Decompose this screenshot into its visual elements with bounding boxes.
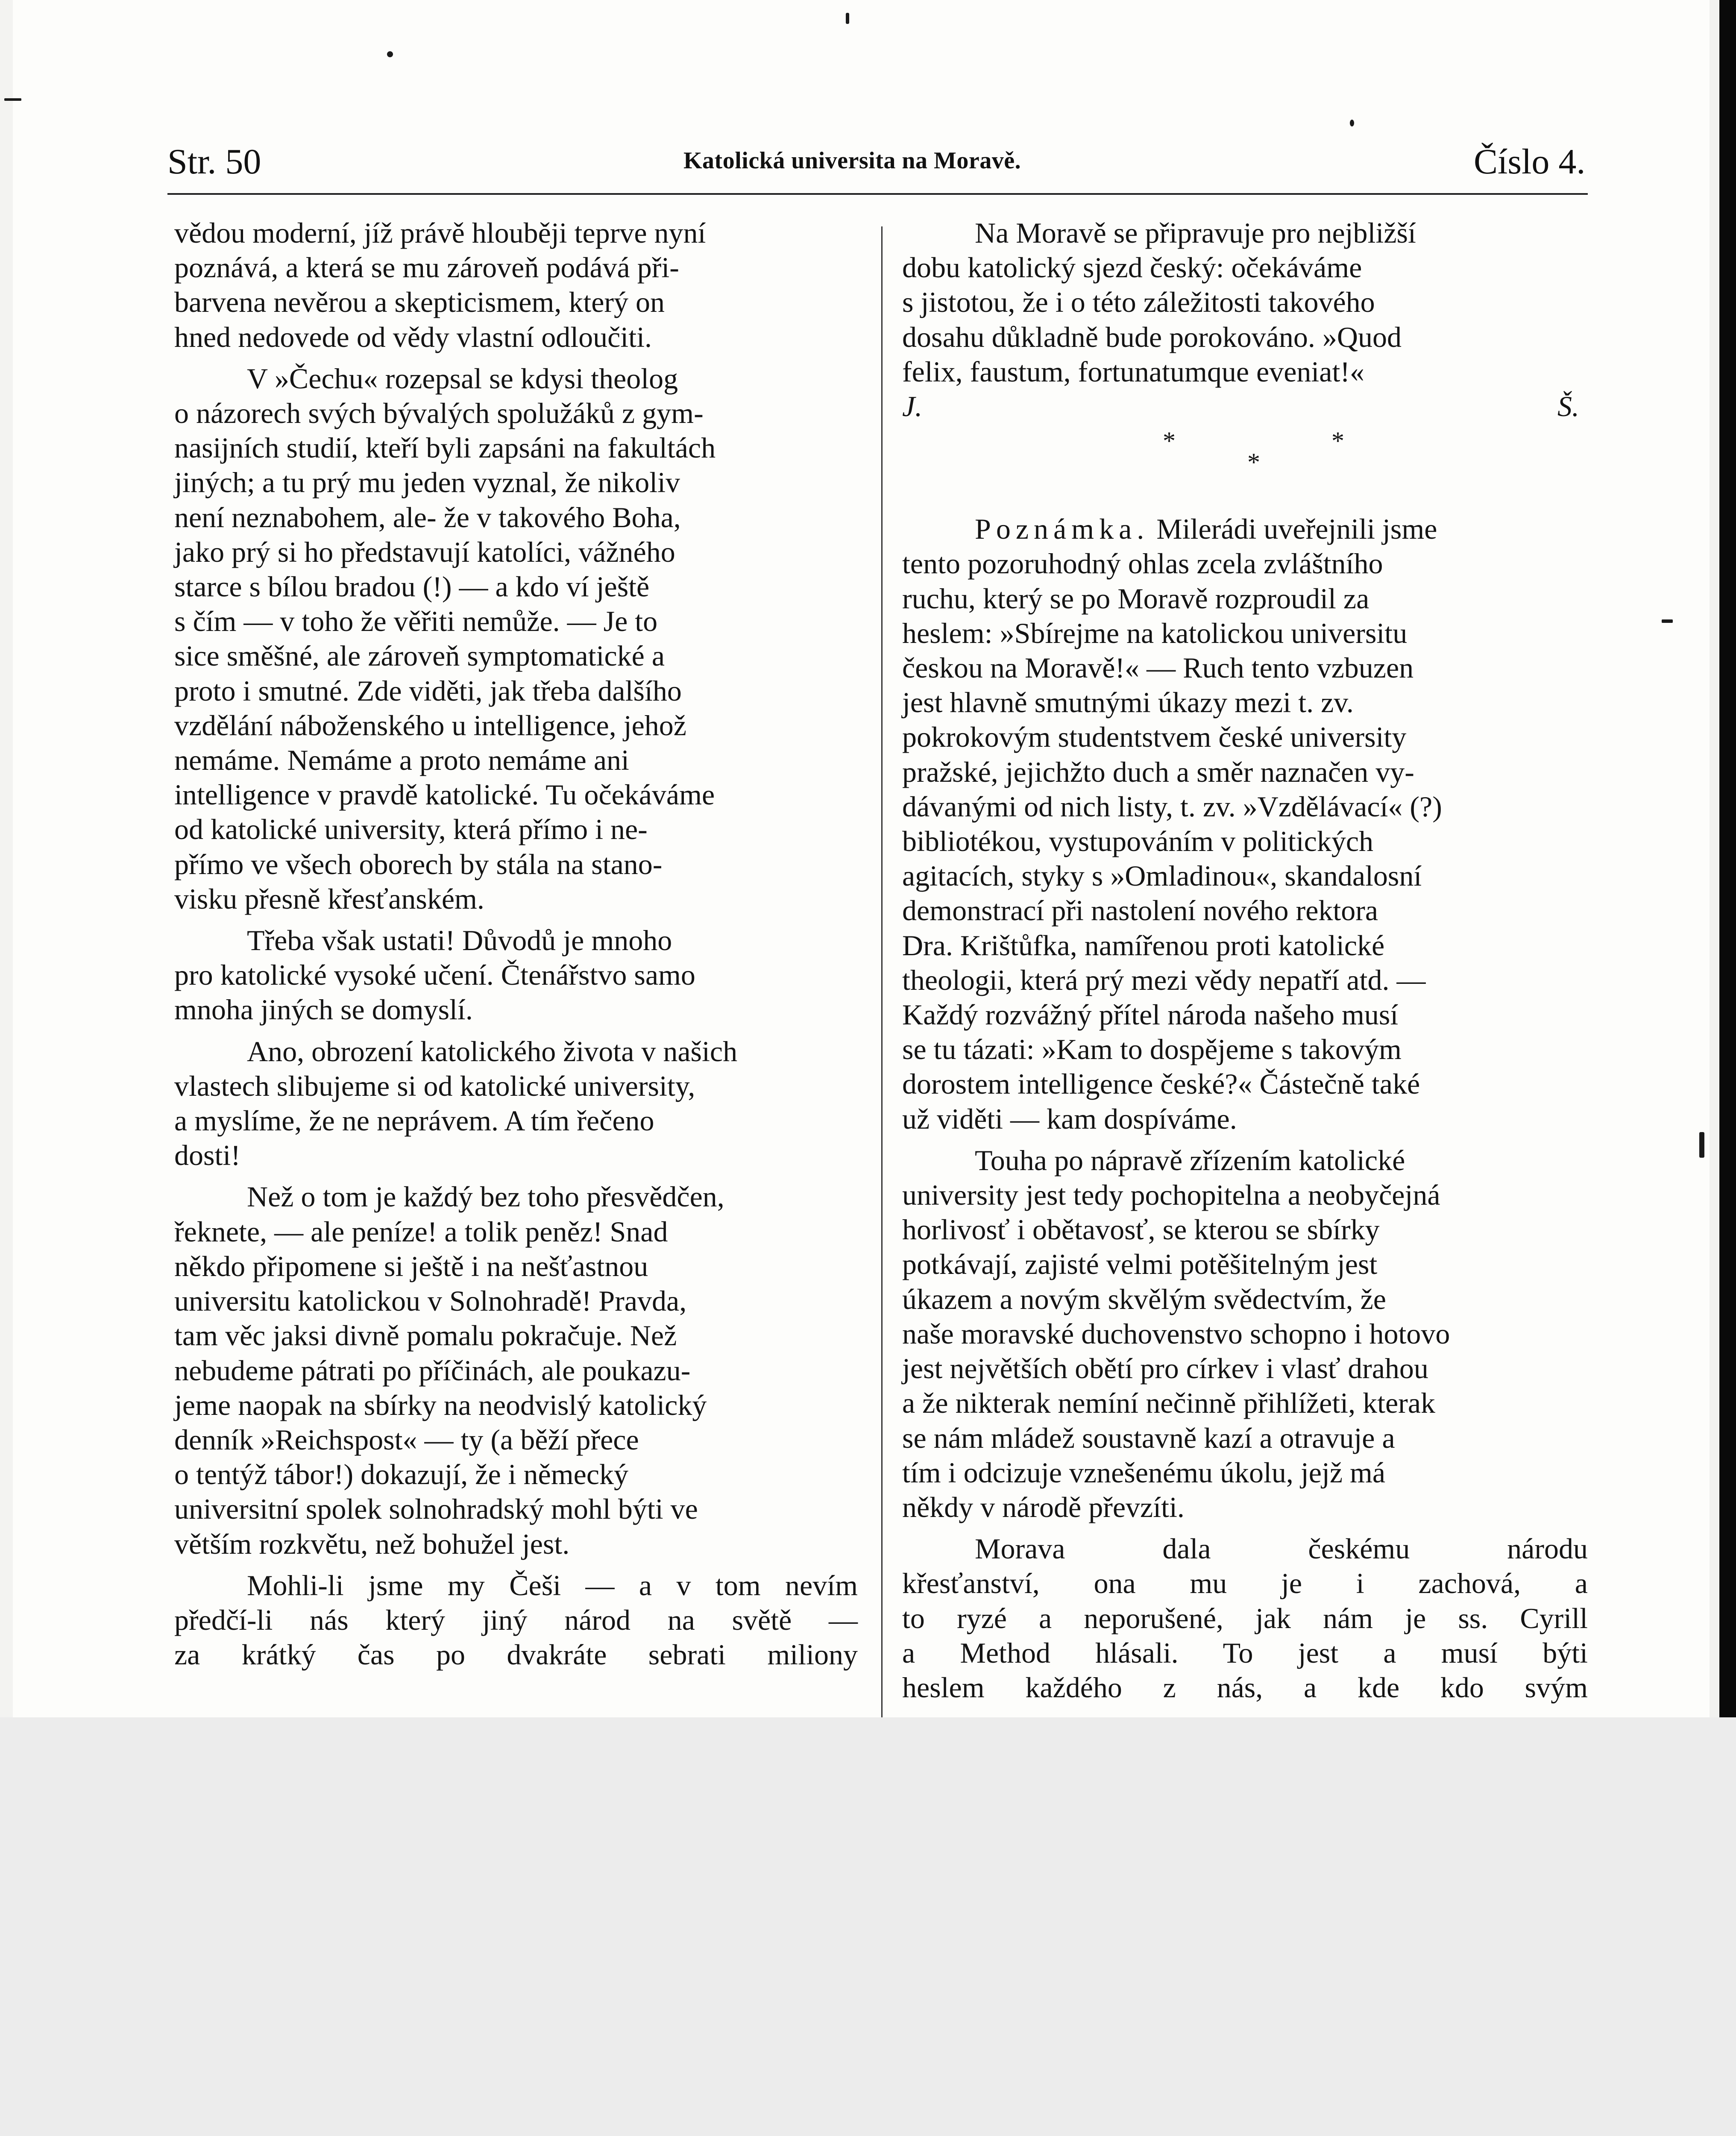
asterism [902,424,1588,477]
author-signature: J. Š. [902,390,1579,423]
paragraph: vědou moderní, jíž právě hlouběji teprve nyní poznává, a která se mu zároveň podává při- barvena nevěrou a skepticismem, který on hned nedovede od vědy vlastní odloučiti. [174,217,706,353]
scan-left-margin [0,0,13,1717]
running-title: Katolická universita na Moravě. [683,147,1021,174]
paragraph: Než o tom je každý bez toho přesvědčen, řeknete, — ale peníze! a tolik peněz! Snad někdo připomene si ještě i na nešťastnou universitu katolickou v Solnohradě! Pravda, tam věc jaksi divně pomalu pokračuje. Než nebudeme pátrati po příčinách, ale poukazu- jeme naopak na sbírky na neodvislý katolický denník »Reichspost« — ty (a běží přece o tentýž tábor!) dokazují, že i německý universitní spolek solnohradský mohl býti ve větším rozkvětu, než bohužel jest. [174,1180,724,1560]
scan-speck [1699,1132,1704,1158]
scan-right-margin [1710,0,1719,1717]
running-header [0,0,1736,201]
paragraph: V »Čechu« rozepsal se kdysi theolog o názorech svých bývalých spolužáků z gym- nasijních studií, kteří byli zapsáni na fakultách jiných; a tu prý mu jeden vyznal, že nikoliv není neznabohem, ale- že v takového Boha, jako prý si ho představují katolíci, vážného starce s bílou bradou (!) — a kdo ví ještě s čím — v toho že věřiti nemůže. — Je to sice směšné, ale zároveň symptomatické a proto i smutné. Zde viděti, jak třeba dalšího vzdělání náboženského u intelligence, jehož nemáme. Nemáme a proto nemáme ani intelligence v pravdě katolické. Tu očekáváme od katolické university, která přímo i ne- přímo ve všech oborech by stála na stano- visku přesně křesťanském. [174,362,716,915]
asterisk: * [1163,427,1176,455]
paragraph: Morava dala českému národu křesťanství, ona mu je i zachová, a to ryzé a neporušené, jak nám je ss. Cyrill a Method hlásali. To jest a musí býti heslem každého z nás, a kde kdo svým [902,1532,1588,1704]
page-number: Str. 50 [167,142,261,182]
note-label: Poznámka. [975,513,1150,546]
right-column [902,216,1588,1705]
asterisk: * [1331,427,1344,455]
paragraph: Mohli-li jsme my Češi — a v tom nevím předčí-li nás který jiný národ na světě — za krátký čas po dvakráte sebrati miliony [174,1569,858,1671]
left-column [174,216,858,1672]
header-rule [167,193,1588,195]
note-paragraph [902,512,1588,1136]
paragraph: Na Moravě se připravuje pro nejbližší dobu katolický sjezd český: očekáváme s jistotou, že i o této záležitosti takového dosahu důkladně bude porokováno. »Quod felix, faustum, fortunatumque eveniat!« [902,217,1416,388]
issue-number: Číslo 4. [1474,142,1586,182]
column-divider [881,226,883,1717]
note-text: Milerádi uveřejnili jsme tento pozoruhodný ohlas zcela zvláštního ruchu, který se po Moravě rozproudil za heslem: »Sbírejme na katolickou universitu českou na Moravě!« — Ruch tento vzbuzen jest hlavně smutnými úkazy mezi t. zv. pokrokovým studentstvem české university pražské, jejichžto duch a směr naznačen vy- dávanými od nich listy, t. zv. »Vzdělávací« (?) bibliotékou, vystupováním v politických agitacích, styky s »Omladinou«, skandalosní demonstrací při nastolení nového rektora Dra. Krištůfka, namířenou proti katolické theologii, která prý mezi vědy nepatří atd. — Každý rozvážný přítel národa našeho musí se tu tázati: »Kam to dospějeme s takovým dorostem intelligence české?« Částečně také už viděti — kam dospíváme. [902,513,1442,1135]
paragraph: Třeba však ustati! Důvodů je mnoho pro katolické vysoké učení. Čtenářstvo samo mnoha jiných se domyslí. [174,924,695,1026]
paragraph: Ano, obrození katolického života v našich vlastech slibujeme si od katolické university, a myslíme, že ne neprávem. A tím řečeno dosti! [174,1035,738,1172]
asterisk: * [1247,448,1260,477]
scan-speck [1662,619,1673,623]
paragraph: Touha po nápravě zřízením katolické university jest tedy pochopitelna a neobyčejná horlivosť i obětavosť, se kterou se sbírky potkávají, zajisté velmi potěšitelným jest úkazem a novým skvělým svědectvím, že naše moravské duchovenstvo schopno i hotovo jest největších obětí pro církev i vlasť drahou a že nikterak nemíní nečinně přihlížeti, kterak se nám mládež soustavně kazí a otravuje a tím i odcizuje vznešenému úkolu, jejž má někdy v národě převzíti. [902,1144,1450,1523]
scan-right-edge [1719,0,1736,1717]
